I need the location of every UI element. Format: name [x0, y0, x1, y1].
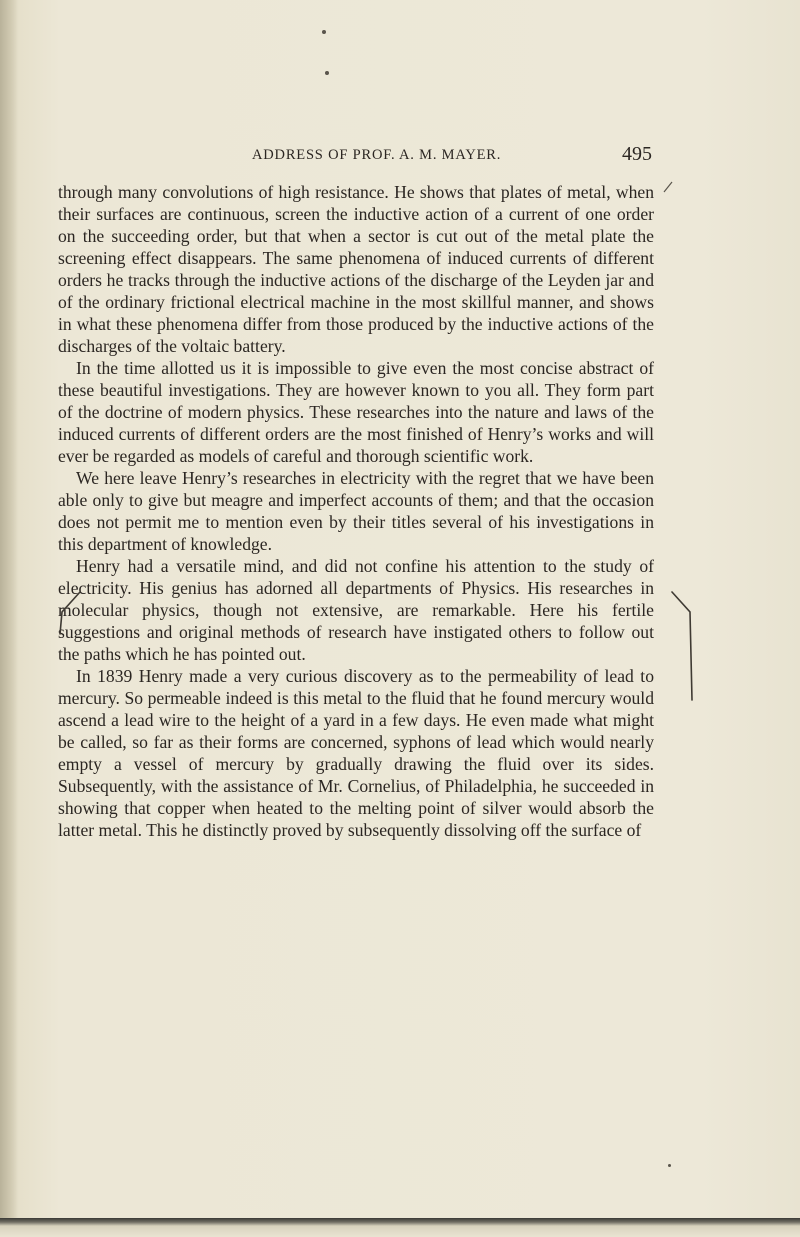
paragraph: In the time allotted us it is impossible to give even the most concise abstract of these beautiful investigations. They are however known to you all. They form part of the doctrine of modern physics. These researches into the nature and laws of the induced currents of different orders are the most finished of Henry’s works and will ever be regarded as models of careful and thorough scientific work.	[58, 358, 654, 466]
page-bottom-edge	[0, 1218, 800, 1237]
paragraph: Henry had a versatile mind, and did not confine his attention to the study of electricity. His genius has adorned all departments of Physics. His researches in molecular physics, though not extensive, are remarkable. Here his fertile suggestions and original methods of research have instigated others to follow out the paths which he has pointed out.	[58, 556, 654, 664]
ink-speck	[668, 1164, 671, 1167]
ink-speck	[325, 71, 329, 75]
pencil-bracket-right-icon	[668, 590, 698, 710]
pencil-tick-icon	[662, 180, 676, 194]
running-head: ADDRESS OF PROF. A. M. MAYER.	[252, 147, 502, 163]
page-number: 495	[622, 143, 652, 165]
page-header	[252, 143, 652, 165]
paragraph: In 1839 Henry made a very curious discovery as to the permeability of lead to mercury. So permeable indeed is this metal to the fluid that he found mercury would ascend a lead wire to the height of a yard in a few days. He even made what might be called, so far as their forms are concerned, syphons of lead which would nearly empty a vessel of mercury by gradually drawing the fluid over its sides. Subsequently, with the assistance of Mr. Cornelius, of Philadelphia, he succeeded in showing that copper when heated to the melting point of silver would absorb the latter metal. This he distinctly proved by subsequently dissolving off the surface of	[58, 666, 654, 840]
ink-speck	[322, 30, 326, 34]
body-text	[58, 181, 654, 841]
paragraph: through many convolutions of high resistance. He shows that plates of metal, when their surfaces are continuous, screen the inductive action of a current of one order on the succeeding order, but that when a sector is cut out of the metal plate the screening effect disappears. The same phenomena of induced currents of different orders he tracks through the inductive actions of the discharge of the Leyden jar and of the ordinary frictional electrical machine in the most skillful manner, and shows in what these phenomena differ from those produced by the inductive actions of the discharges of the voltaic battery.	[58, 182, 654, 356]
page-spine-shadow	[0, 0, 18, 1237]
paragraph: We here leave Henry’s researches in electricity with the regret that we have been able only to give but meagre and imperfect accounts of them; and that the occasion does not permit me to mention even by their titles several of his investigations in this department of knowledge.	[58, 468, 654, 554]
pencil-bracket-left-icon	[56, 590, 86, 650]
